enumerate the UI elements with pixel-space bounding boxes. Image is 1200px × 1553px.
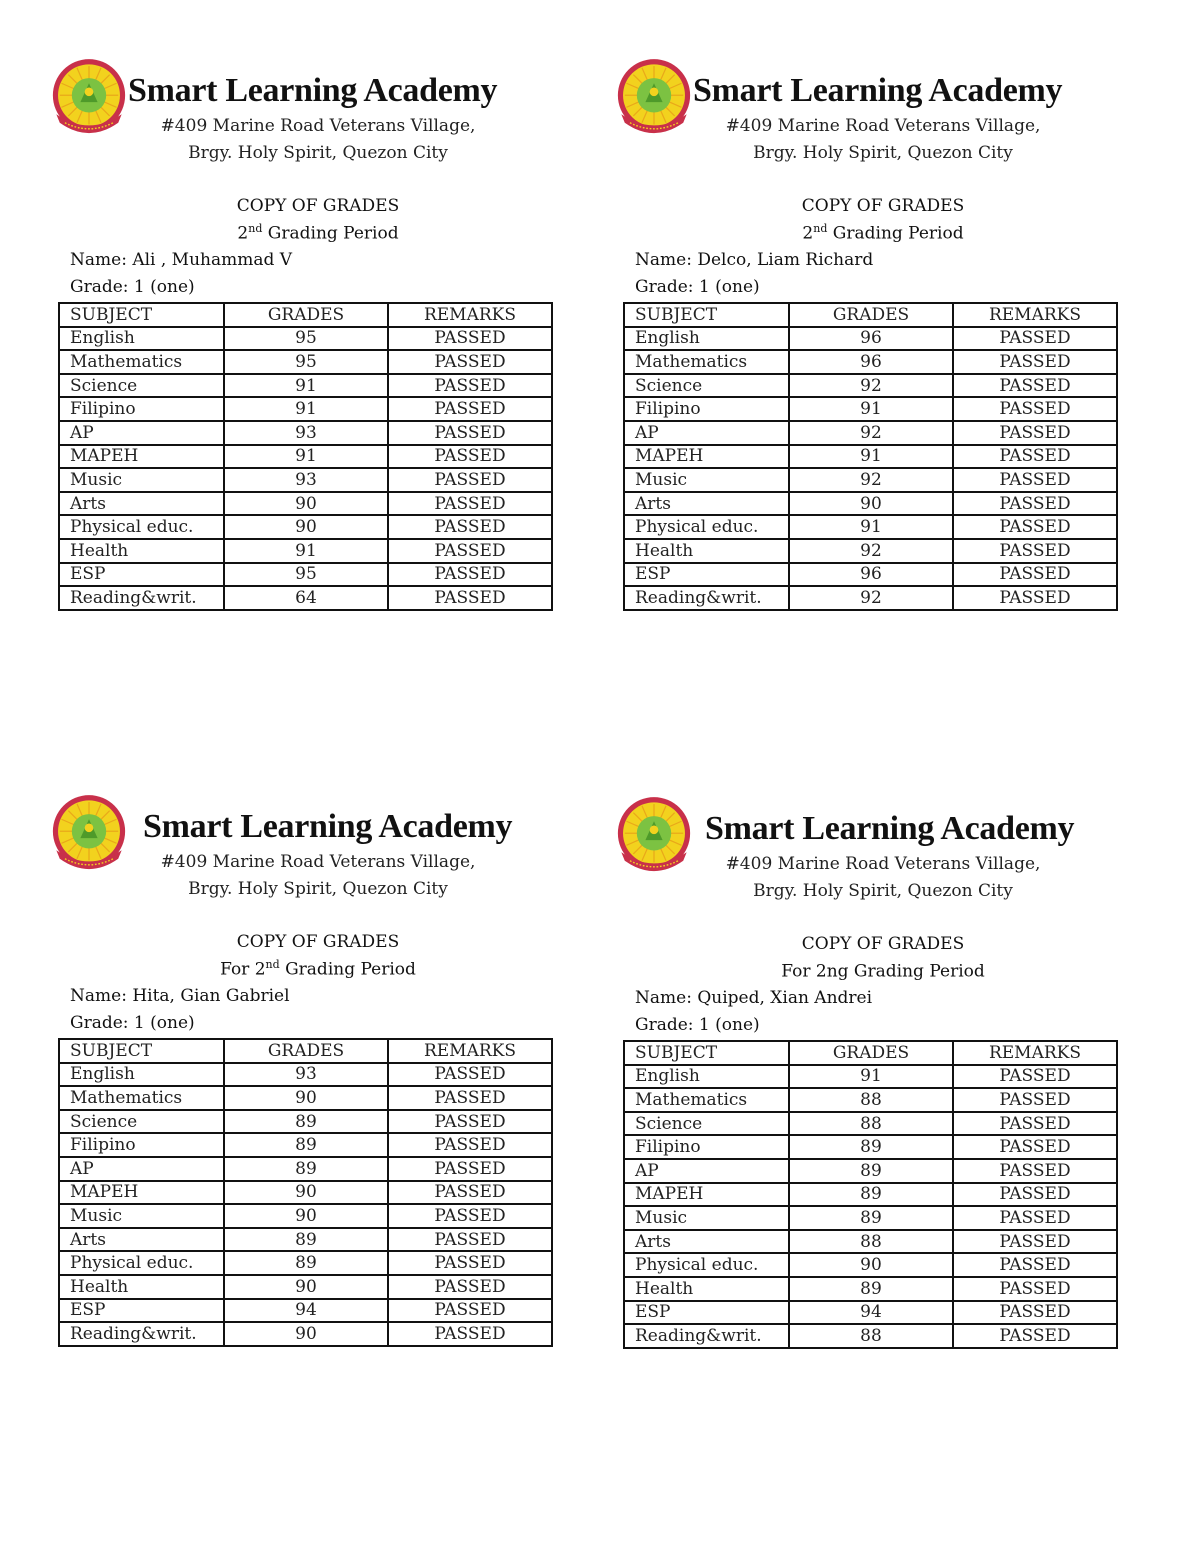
grade-level: Grade: 1 (one) <box>70 277 195 297</box>
subject-cell: Music <box>624 1206 789 1230</box>
remark-cell: PASSED <box>953 1301 1117 1325</box>
remark-cell: PASSED <box>953 1065 1117 1089</box>
table-row <box>59 327 552 351</box>
period-number: 2 <box>237 223 249 244</box>
remark-cell: PASSED <box>953 1253 1117 1277</box>
address-line-2: Brgy. Holy Spirit, Quezon City <box>188 879 448 899</box>
subject-cell: Science <box>59 1110 224 1134</box>
table-row <box>624 1324 1117 1348</box>
subject-cell: AP <box>624 1159 789 1183</box>
table-row <box>59 1299 552 1323</box>
subject-cell: MAPEH <box>59 445 224 469</box>
grade-cell: 91 <box>789 445 953 469</box>
subject-cell: Reading&writ. <box>59 1322 224 1346</box>
table-row <box>624 1253 1117 1277</box>
remark-cell: PASSED <box>388 539 552 563</box>
remark-cell: PASSED <box>953 327 1117 351</box>
subject-cell: English <box>59 1063 224 1087</box>
subject-cell: Science <box>624 1112 789 1136</box>
table-header-row <box>59 1039 552 1063</box>
remark-cell: PASSED <box>953 1230 1117 1254</box>
grade-cell: 91 <box>789 1065 953 1089</box>
table-row <box>624 421 1117 445</box>
remark-cell: PASSED <box>953 374 1117 398</box>
grade-cell: 96 <box>789 350 953 374</box>
table-row <box>59 1251 552 1275</box>
address-line-1: #409 Marine Road Veterans Village, <box>160 116 476 136</box>
student-name: Name: Ali , Muhammad V <box>70 250 293 270</box>
table-row <box>624 1206 1117 1230</box>
table-row <box>59 563 552 587</box>
remark-cell: PASSED <box>953 468 1117 492</box>
table-row <box>59 1275 552 1299</box>
grade-cell: 95 <box>224 327 388 351</box>
period-number: 2 <box>802 223 814 244</box>
remark-cell: PASSED <box>953 397 1117 421</box>
grade-cell: 91 <box>789 397 953 421</box>
remark-cell: PASSED <box>953 563 1117 587</box>
copy-title: COPY OF GRADES <box>801 934 965 954</box>
grade-cell: 91 <box>224 397 388 421</box>
period-suffix: nd <box>265 958 280 971</box>
grade-cell: 92 <box>789 421 953 445</box>
grade-level: Grade: 1 (one) <box>635 1015 760 1035</box>
grading-period <box>623 222 1143 244</box>
address-line-1: #409 Marine Road Veterans Village, <box>725 116 1041 136</box>
remark-cell: PASSED <box>953 1183 1117 1207</box>
table-row <box>59 515 552 539</box>
table-row <box>624 374 1117 398</box>
subject-cell: Mathematics <box>624 350 789 374</box>
table-row <box>59 1133 552 1157</box>
grade-cell: 89 <box>789 1159 953 1183</box>
subject-cell: Reading&writ. <box>59 586 224 610</box>
remark-cell: PASSED <box>388 515 552 539</box>
table-row <box>624 515 1117 539</box>
header-remarks: REMARKS <box>953 303 1117 327</box>
remark-cell: PASSED <box>953 445 1117 469</box>
period-prefix: For <box>220 959 255 980</box>
table-row <box>624 1230 1117 1254</box>
grade-cell: 89 <box>224 1157 388 1181</box>
table-row <box>624 539 1117 563</box>
table-row <box>624 586 1117 610</box>
grade-cell: 89 <box>224 1110 388 1134</box>
remark-cell: PASSED <box>388 1275 552 1299</box>
subject-cell: English <box>624 1065 789 1089</box>
subject-cell: Physical educ. <box>59 1251 224 1275</box>
subject-cell: ESP <box>59 563 224 587</box>
table-header-row <box>624 303 1117 327</box>
remark-cell: PASSED <box>953 1112 1117 1136</box>
grades-table <box>58 1038 553 1347</box>
grade-cell: 94 <box>224 1299 388 1323</box>
grade-cell: 88 <box>789 1324 953 1348</box>
table-row <box>59 468 552 492</box>
grade-cell: 96 <box>789 327 953 351</box>
header-remarks: REMARKS <box>388 1039 552 1063</box>
grade-cell: 89 <box>224 1251 388 1275</box>
subject-cell: ESP <box>59 1299 224 1323</box>
grade-card <box>623 52 1123 652</box>
subject-cell: AP <box>59 1157 224 1181</box>
remark-cell: PASSED <box>953 350 1117 374</box>
grade-cell: 89 <box>789 1277 953 1301</box>
table-row <box>624 1112 1117 1136</box>
student-name: Name: Hita, Gian Gabriel <box>70 986 290 1006</box>
grade-cell: 90 <box>224 515 388 539</box>
subject-cell: Music <box>59 468 224 492</box>
remark-cell: PASSED <box>953 492 1117 516</box>
subject-cell: Health <box>59 539 224 563</box>
grade-cell: 88 <box>789 1230 953 1254</box>
student-name: Name: Quiped, Xian Andrei <box>635 988 873 1008</box>
remark-cell: PASSED <box>388 350 552 374</box>
grade-cell: 92 <box>789 586 953 610</box>
subject-cell: Mathematics <box>59 350 224 374</box>
table-row <box>59 539 552 563</box>
remark-cell: PASSED <box>953 1324 1117 1348</box>
grading-period <box>58 222 578 244</box>
address-line-2: Brgy. Holy Spirit, Quezon City <box>753 881 1013 901</box>
grade-cell: 89 <box>789 1206 953 1230</box>
table-row <box>624 1135 1117 1159</box>
subject-cell: Arts <box>59 492 224 516</box>
table-row <box>624 1088 1117 1112</box>
subject-cell: Reading&writ. <box>624 1324 789 1348</box>
remark-cell: PASSED <box>388 327 552 351</box>
remark-cell: PASSED <box>953 1088 1117 1112</box>
header-remarks: REMARKS <box>388 303 552 327</box>
subject-cell: AP <box>624 421 789 445</box>
address-line-2: Brgy. Holy Spirit, Quezon City <box>188 143 448 163</box>
grade-cell: 89 <box>789 1183 953 1207</box>
subject-cell: Arts <box>624 1230 789 1254</box>
subject-cell: MAPEH <box>624 1183 789 1207</box>
subject-cell: Arts <box>59 1228 224 1252</box>
subject-cell: Health <box>624 539 789 563</box>
grade-cell: 92 <box>789 468 953 492</box>
table-row <box>624 1065 1117 1089</box>
table-row <box>624 397 1117 421</box>
subject-cell: Mathematics <box>624 1088 789 1112</box>
grade-cell: 64 <box>224 586 388 610</box>
subject-cell: Health <box>59 1275 224 1299</box>
grade-cell: 89 <box>224 1133 388 1157</box>
grade-cell: 96 <box>789 563 953 587</box>
grade-cell: 90 <box>224 492 388 516</box>
header-grades: GRADES <box>224 1039 388 1063</box>
period-suffix: nd <box>813 222 828 235</box>
grades-table <box>623 1040 1118 1349</box>
table-row <box>624 445 1117 469</box>
period-text: Grading Period <box>827 223 964 244</box>
remark-cell: PASSED <box>388 1299 552 1323</box>
grade-cell: 88 <box>789 1112 953 1136</box>
remark-cell: PASSED <box>388 1322 552 1346</box>
remark-cell: PASSED <box>388 1228 552 1252</box>
period-text: Grading Period <box>262 223 399 244</box>
table-row <box>59 397 552 421</box>
grades-table <box>58 302 553 611</box>
header-grades: GRADES <box>224 303 388 327</box>
remark-cell: PASSED <box>388 445 552 469</box>
grade-cell: 90 <box>789 492 953 516</box>
subject-cell: Filipino <box>59 397 224 421</box>
grade-cell: 93 <box>224 468 388 492</box>
table-row <box>624 468 1117 492</box>
grade-cell: 90 <box>224 1204 388 1228</box>
table-row <box>59 445 552 469</box>
grading-period <box>623 960 1143 982</box>
school-name: Smart Learning Academy <box>128 72 498 109</box>
remark-cell: PASSED <box>388 1251 552 1275</box>
header-subject: SUBJECT <box>624 303 789 327</box>
grade-cell: 90 <box>224 1275 388 1299</box>
subject-cell: AP <box>59 421 224 445</box>
table-row <box>624 1301 1117 1325</box>
remark-cell: PASSED <box>953 515 1117 539</box>
school-name: Smart Learning Academy <box>693 72 1063 109</box>
grade-cell: 95 <box>224 563 388 587</box>
remark-cell: PASSED <box>388 374 552 398</box>
period-text: Grading Period <box>279 959 416 980</box>
subject-cell: Filipino <box>624 1135 789 1159</box>
period-number: 2 <box>254 959 266 980</box>
header-remarks: REMARKS <box>953 1041 1117 1065</box>
grade-cell: 88 <box>789 1088 953 1112</box>
remark-cell: PASSED <box>388 1204 552 1228</box>
table-row <box>59 421 552 445</box>
remark-cell: PASSED <box>953 1159 1117 1183</box>
subject-cell: Music <box>59 1204 224 1228</box>
table-row <box>59 1157 552 1181</box>
table-row <box>59 1322 552 1346</box>
subject-cell: English <box>59 327 224 351</box>
address-line-2: Brgy. Holy Spirit, Quezon City <box>753 143 1013 163</box>
subject-cell: MAPEH <box>624 445 789 469</box>
grading-period <box>58 958 578 980</box>
copy-title: COPY OF GRADES <box>236 196 400 216</box>
subject-cell: ESP <box>624 1301 789 1325</box>
grade-cell: 90 <box>224 1086 388 1110</box>
table-row <box>59 492 552 516</box>
table-row <box>59 1181 552 1205</box>
header-subject: SUBJECT <box>59 303 224 327</box>
table-row <box>624 492 1117 516</box>
table-row <box>624 1159 1117 1183</box>
remark-cell: PASSED <box>388 1181 552 1205</box>
grade-cell: 91 <box>789 515 953 539</box>
grade-cell: 89 <box>789 1135 953 1159</box>
subject-cell: Music <box>624 468 789 492</box>
copy-title: COPY OF GRADES <box>801 196 965 216</box>
grade-cell: 91 <box>224 445 388 469</box>
school-name: Smart Learning Academy <box>705 810 1075 847</box>
subject-cell: ESP <box>624 563 789 587</box>
grade-cell: 93 <box>224 421 388 445</box>
student-name: Name: Delco, Liam Richard <box>635 250 874 270</box>
remark-cell: PASSED <box>388 1063 552 1087</box>
table-row <box>624 563 1117 587</box>
remark-cell: PASSED <box>388 492 552 516</box>
remark-cell: PASSED <box>953 1135 1117 1159</box>
subject-cell: Filipino <box>59 1133 224 1157</box>
table-row <box>59 1086 552 1110</box>
period-prefix: For 2ng Grading Period <box>781 961 985 982</box>
header-subject: SUBJECT <box>59 1039 224 1063</box>
remark-cell: PASSED <box>953 586 1117 610</box>
address-line-1: #409 Marine Road Veterans Village, <box>725 854 1041 874</box>
remark-cell: PASSED <box>953 1277 1117 1301</box>
header-grades: GRADES <box>789 303 953 327</box>
copy-title: COPY OF GRADES <box>236 932 400 952</box>
subject-cell: Filipino <box>624 397 789 421</box>
subject-cell: Physical educ. <box>59 515 224 539</box>
table-row <box>624 1183 1117 1207</box>
period-suffix: nd <box>248 222 263 235</box>
subject-cell: Arts <box>624 492 789 516</box>
grades-table <box>623 302 1118 611</box>
subject-cell: Physical educ. <box>624 1253 789 1277</box>
school-name: Smart Learning Academy <box>143 808 513 845</box>
table-header-row <box>624 1041 1117 1065</box>
grade-cell: 90 <box>224 1181 388 1205</box>
address-line-1: #409 Marine Road Veterans Village, <box>160 852 476 872</box>
subject-cell: Science <box>624 374 789 398</box>
remark-cell: PASSED <box>388 563 552 587</box>
grade-cell: 94 <box>789 1301 953 1325</box>
remark-cell: PASSED <box>953 421 1117 445</box>
subject-cell: Physical educ. <box>624 515 789 539</box>
grade-cell: 90 <box>224 1322 388 1346</box>
subject-cell: Reading&writ. <box>624 586 789 610</box>
subject-cell: Health <box>624 1277 789 1301</box>
remark-cell: PASSED <box>388 1133 552 1157</box>
table-row <box>59 1063 552 1087</box>
subject-cell: Science <box>59 374 224 398</box>
table-row <box>59 1110 552 1134</box>
grade-card <box>623 790 1123 1390</box>
subject-cell: Mathematics <box>59 1086 224 1110</box>
grade-cell: 89 <box>224 1228 388 1252</box>
remark-cell: PASSED <box>953 1206 1117 1230</box>
remark-cell: PASSED <box>388 1110 552 1134</box>
grade-level: Grade: 1 (one) <box>635 277 760 297</box>
table-header-row <box>59 303 552 327</box>
table-row <box>624 350 1117 374</box>
grade-cell: 92 <box>789 539 953 563</box>
table-row <box>59 374 552 398</box>
grade-card <box>58 788 558 1388</box>
remark-cell: PASSED <box>388 468 552 492</box>
subject-cell: English <box>624 327 789 351</box>
table-row <box>59 1228 552 1252</box>
table-row <box>59 1204 552 1228</box>
subject-cell: MAPEH <box>59 1181 224 1205</box>
remark-cell: PASSED <box>388 1157 552 1181</box>
grade-cell: 91 <box>224 374 388 398</box>
remark-cell: PASSED <box>388 421 552 445</box>
table-row <box>624 327 1117 351</box>
header-grades: GRADES <box>789 1041 953 1065</box>
table-row <box>624 1277 1117 1301</box>
remark-cell: PASSED <box>388 1086 552 1110</box>
table-row <box>59 350 552 374</box>
table-row <box>59 586 552 610</box>
grade-cell: 95 <box>224 350 388 374</box>
remark-cell: PASSED <box>953 539 1117 563</box>
grade-cell: 92 <box>789 374 953 398</box>
remark-cell: PASSED <box>388 397 552 421</box>
grade-cell: 90 <box>789 1253 953 1277</box>
grade-cell: 93 <box>224 1063 388 1087</box>
grade-card <box>58 52 558 652</box>
remark-cell: PASSED <box>388 586 552 610</box>
grade-level: Grade: 1 (one) <box>70 1013 195 1033</box>
grade-cell: 91 <box>224 539 388 563</box>
header-subject: SUBJECT <box>624 1041 789 1065</box>
